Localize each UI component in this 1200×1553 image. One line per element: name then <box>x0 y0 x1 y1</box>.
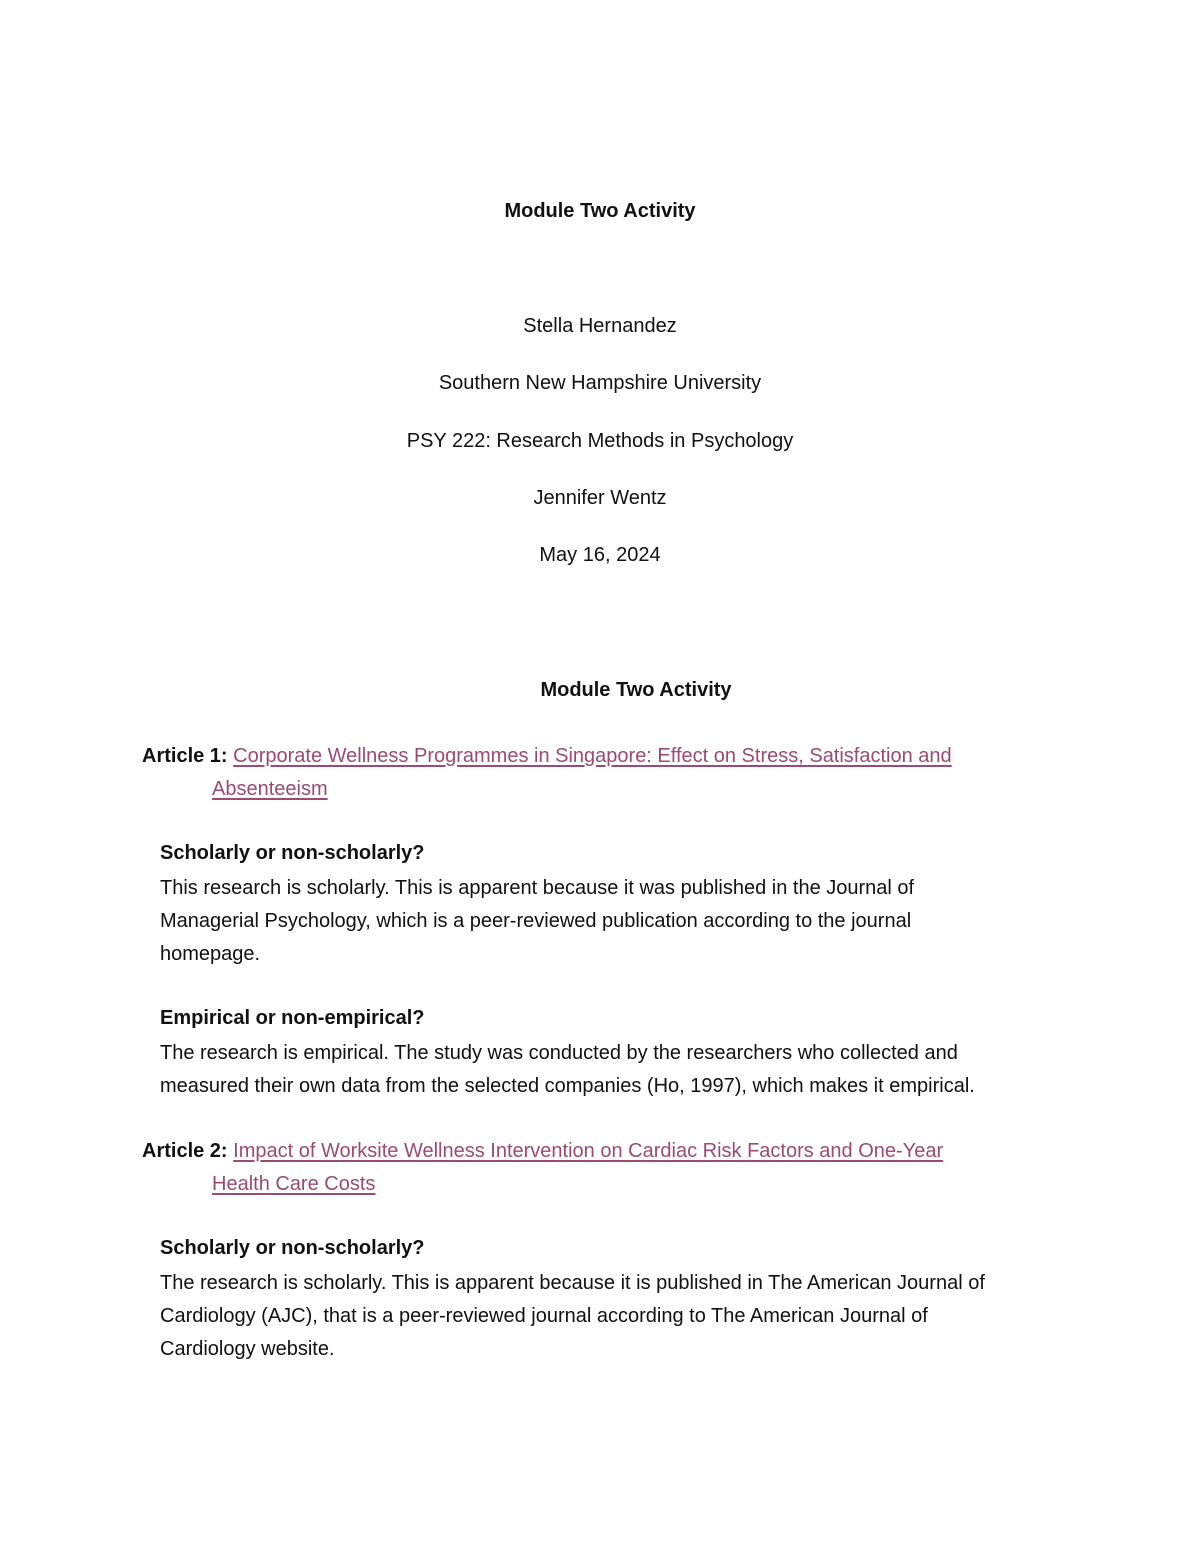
course-name: PSY 222: Research Methods in Psychology <box>406 430 794 452</box>
article-1-scholarly-paragraph <box>160 872 1060 971</box>
article-2-scholarly-heading: Scholarly or non-scholarly? <box>160 1237 425 1259</box>
article-1-empirical-heading: Empirical or non-empirical? <box>160 1007 425 1029</box>
paragraph-line: This research is scholarly. This is apparent because it was published in the Journal of <box>160 877 915 899</box>
article-1-label: Article 1: <box>142 745 228 767</box>
submission-date: May 16, 2024 <box>539 544 661 566</box>
paragraph-line: Cardiology (AJC), that is a peer-reviewed journal according to The American Journal of <box>160 1305 928 1327</box>
paragraph-line: measured their own data from the selected companies (Ho, 1997), which makes it empirical. <box>160 1075 975 1097</box>
article-1-heading <box>142 740 1062 806</box>
paragraph-line: The research is empirical. The study was conducted by the researchers who collected and <box>160 1042 958 1064</box>
instructor-name: Jennifer Wentz <box>533 487 667 509</box>
article-2-label: Article 2: <box>142 1140 228 1162</box>
article-1-link[interactable]: Corporate Wellness Programmes in Singapore: Effect on Stress, Satisfaction and Absenteeism <box>212 745 952 800</box>
article-2-link[interactable]: Impact of Worksite Wellness Intervention on Cardiac Risk Factors and One-Year Health Care Costs <box>212 1140 944 1195</box>
paragraph-line: Cardiology website. <box>160 1338 335 1360</box>
article-1-scholarly-heading: Scholarly or non-scholarly? <box>160 842 425 864</box>
paragraph-line: homepage. <box>160 943 261 965</box>
paragraph-line: The research is scholarly. This is apparent because it is published in The American Journal of <box>160 1272 985 1294</box>
article-2-heading <box>142 1135 1062 1201</box>
article-1-empirical-paragraph <box>160 1037 1060 1103</box>
article-2-scholarly-paragraph <box>160 1267 1080 1366</box>
paragraph-line: Managerial Psychology, which is a peer-reviewed publication according to the journal <box>160 910 912 932</box>
author-name: Stella Hernandez <box>523 315 677 337</box>
institution-name: Southern New Hampshire University <box>438 372 762 394</box>
main-title: Module Two Activity <box>540 679 732 701</box>
title-page-title: Module Two Activity <box>504 200 696 222</box>
